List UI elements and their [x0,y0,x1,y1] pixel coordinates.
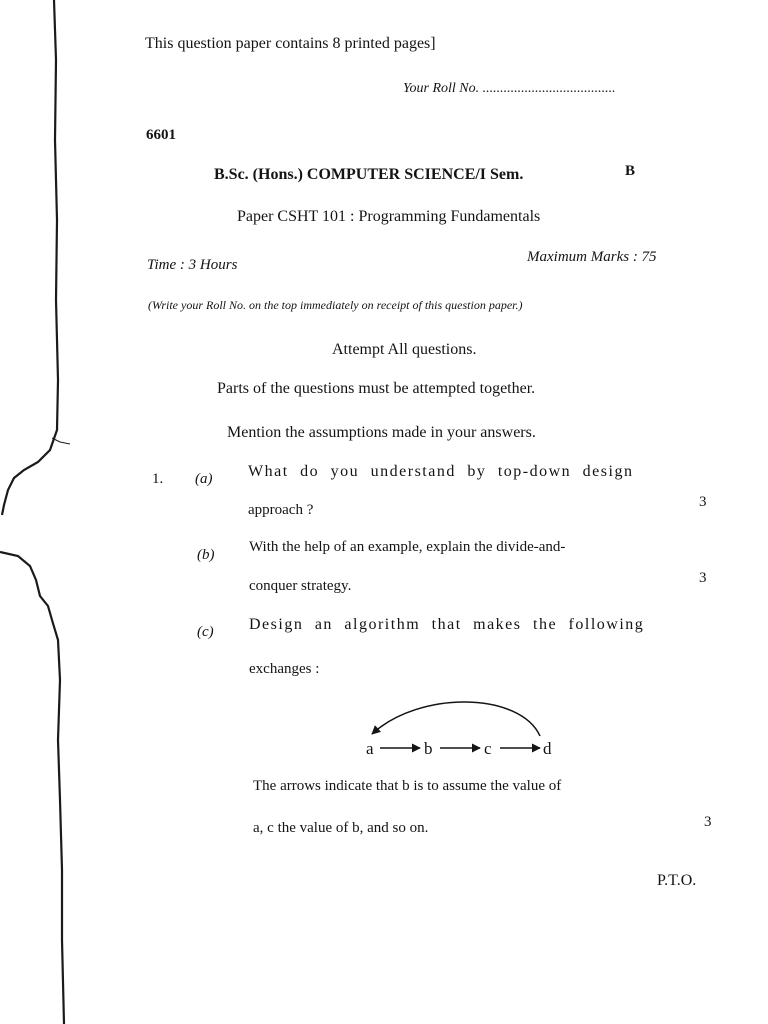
roll-no-field: Your Roll No. ...................................... [403,81,616,96]
part-b-marks: 3 [699,570,707,586]
part-b-line1: With the help of an example, explain the divide-and- [249,539,566,555]
part-c-line1: Design an algorithm that makes the following [249,616,645,633]
set-letter: B [625,163,636,179]
part-c-line4: a, c the value of b, and so on. [253,820,429,836]
part-a-line2: approach ? [248,502,314,518]
time-allowed: Time : 3 Hours [147,257,238,273]
instruction-parts-together: Parts of the questions must be attempted together. [217,380,536,397]
part-c-marks: 3 [704,814,712,830]
wrap-around-arrow [372,702,540,736]
course-title: B.Sc. (Hons.) COMPUTER SCIENCE/I Sem. [214,166,524,183]
node-d: d [543,739,552,758]
node-c: c [484,739,492,758]
instruction-attempt-all: Attempt All questions. [332,341,477,358]
part-a-line1: What do you understand by top-down design [248,463,634,480]
node-b: b [424,739,433,758]
part-a-label: (a) [195,471,213,487]
roll-no-instruction: (Write your Roll No. on the top immediately on receipt of this question paper.) [148,298,523,312]
instruction-assumptions: Mention the assumptions made in your answers. [227,424,536,441]
part-c-line2: exchanges : [249,661,320,677]
node-a: a [366,739,374,758]
pages-note: This question paper contains 8 printed pages] [145,35,436,52]
pto-note: P.T.O. [657,872,697,889]
part-c-line3: The arrows indicate that b is to assume the value of [253,778,562,794]
paper-title: Paper CSHT 101 : Programming Fundamentals [237,208,541,225]
exchange-diagram [350,698,570,768]
maximum-marks: Maximum Marks : 75 [527,249,657,265]
part-b-label: (b) [197,547,215,563]
part-c-label: (c) [197,624,214,640]
part-a-marks: 3 [699,494,707,510]
paper-code: 6601 [146,127,176,143]
part-b-line2: conquer strategy. [249,578,352,594]
question-number: 1. [152,471,164,487]
